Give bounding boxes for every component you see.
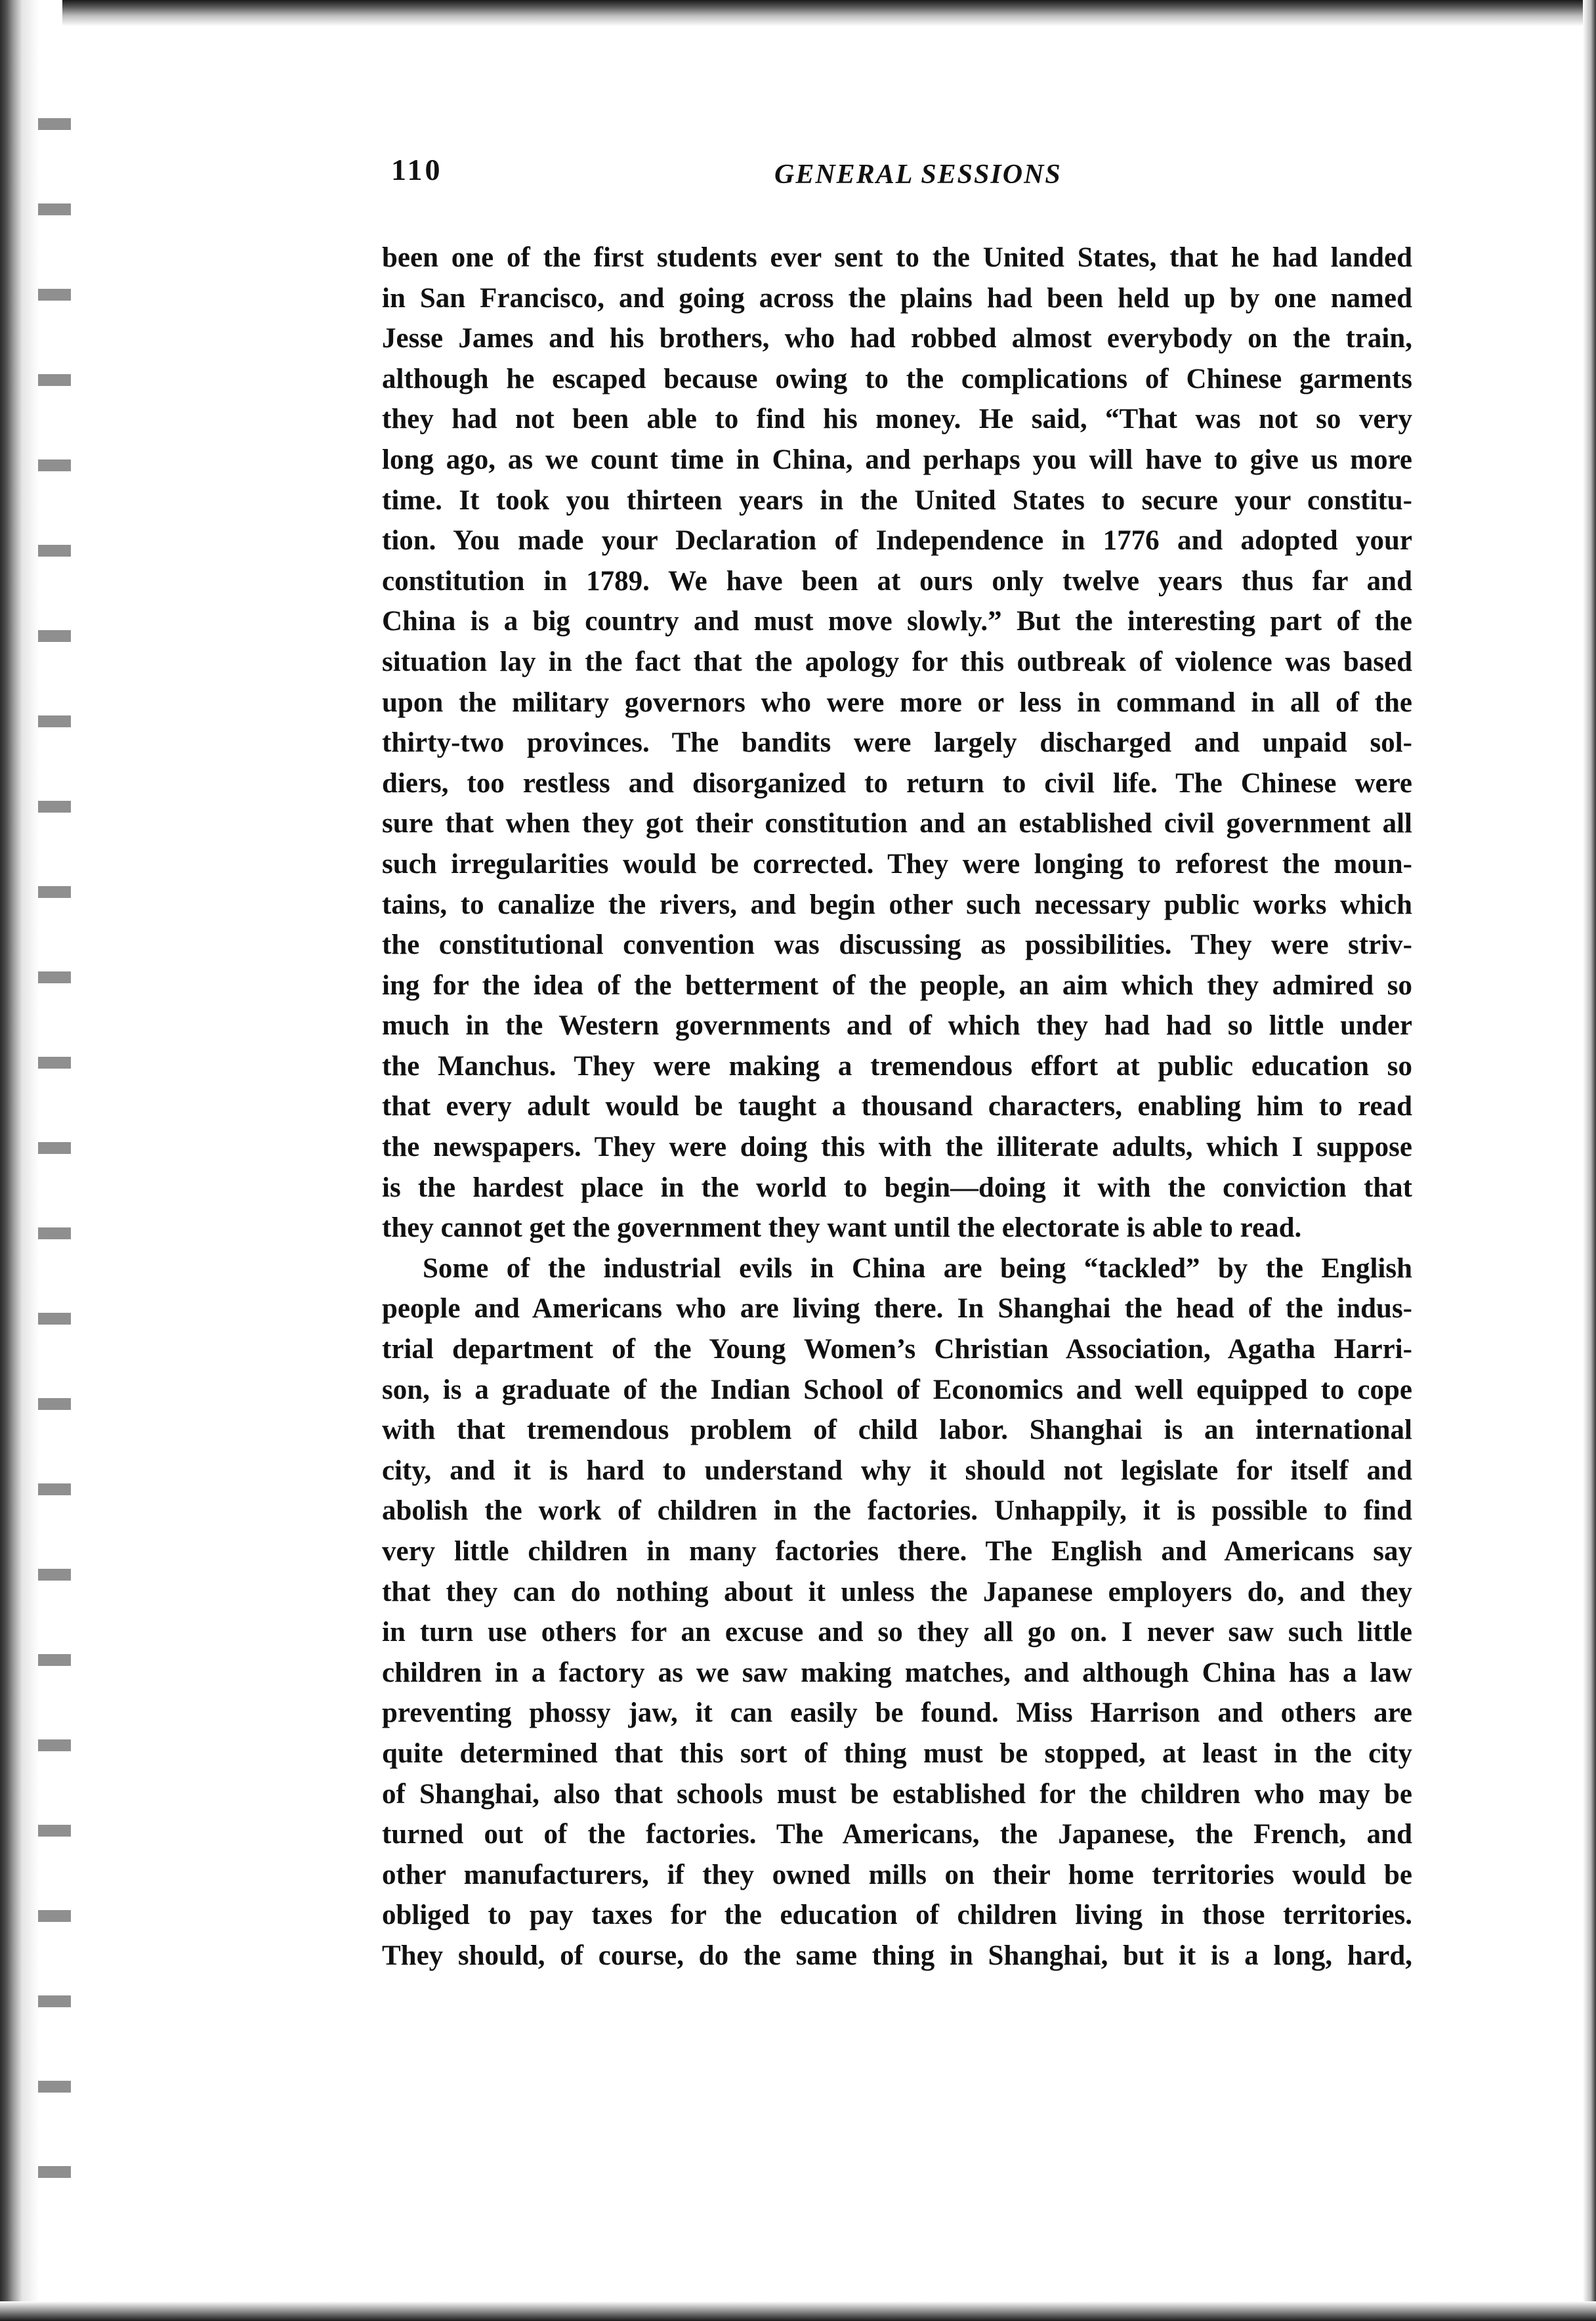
text-line: Some of the industrial evils in China are being “tackled” by the English [423, 1252, 1412, 1284]
text-line: abolish the work of children in the factories. Unhappily, it is possible to find [382, 1495, 1412, 1527]
text-line: of Shanghai, also that schools must be established for the children who may be [382, 1778, 1412, 1810]
text-line: is the hardest place in the world to begin—doing it with the conviction that [382, 1172, 1412, 1203]
text-line: city, and it is hard to understand why it should not legislate for itself and [382, 1455, 1412, 1486]
text-line: tains, to canalize the rivers, and begin other such necessary public works which [382, 889, 1412, 920]
body-text [382, 238, 1412, 1976]
text-line: China is a big country and must move slowly.” But the interesting part of the [382, 606, 1412, 637]
text-line: the newspapers. They were doing this with the illiterate adults, which I suppose [382, 1132, 1412, 1163]
text-line: sure that when they got their constitution and an established civil government all [382, 808, 1412, 840]
text-line: ing for the idea of the betterment of the people, an aim which they admired so [382, 969, 1412, 1001]
text-line: son, is a graduate of the Indian School of Economics and well equipped to cope [382, 1374, 1412, 1405]
page-number: 110 [391, 153, 443, 186]
text-line: in turn use others for an excuse and so they all go on. I never saw such little [382, 1617, 1412, 1648]
binding-gutter-marks [38, 79, 71, 2245]
text-line: they had not been able to find his money. He said, “That was not so very [382, 404, 1412, 435]
text-line: preventing phossy jaw, it can easily be found. Miss Harrison and others are [382, 1697, 1412, 1729]
text-line: tion. You made your Declaration of Independence in 1776 and adopted your [382, 525, 1412, 557]
text-line: thirty-two provinces. The bandits were largely discharged and unpaid sol- [382, 727, 1412, 759]
text-line: trial department of the Young Women’s Christian Association, Agatha Harri- [382, 1334, 1412, 1365]
scan-edge-right [1583, 0, 1596, 2321]
text-line: much in the Western governments and of which they had had so little under [382, 1010, 1412, 1042]
text-line: long ago, as we count time in China, and perhaps you will have to give us more [382, 444, 1412, 475]
text-line: in San Francisco, and going across the plains had been held up by one named [382, 282, 1412, 314]
text-line: constitution in 1789. We have been at ours only twelve years thus far and [382, 565, 1412, 597]
text-line: that they can do nothing about it unless the Japanese employers do, and they [382, 1576, 1412, 1608]
text-line: such irregularities would be corrected. They were longing to reforest the moun- [382, 848, 1412, 880]
text-line: people and Americans who are living there. In Shanghai the head of the indus- [382, 1293, 1412, 1325]
text-line: diers, too restless and disorganized to return to civil life. The Chinese were [382, 767, 1412, 799]
text-line: the Manchus. They were making a tremendous effort at public education so [382, 1050, 1412, 1082]
scan-edge-top [0, 0, 1596, 26]
text-line: although he escaped because owing to the complications of Chinese garments [382, 363, 1412, 394]
text-line: Jesse James and his brothers, who had robbed almost everybody on the train, [382, 323, 1412, 354]
text-line: other manufacturers, if they owned mills on their home territories would be [382, 1859, 1412, 1890]
text-line: quite determined that this sort of thing must be stopped, at least in the city [382, 1737, 1412, 1769]
running-head: GENERAL SESSIONS [774, 160, 1062, 190]
text-line: with that tremendous problem of child labor. Shanghai is an international [382, 1415, 1412, 1446]
text-line: children in a factory as we saw making matches, and although China has a law [382, 1657, 1412, 1688]
text-line: situation lay in the fact that the apology for this outbreak of violence was based [382, 646, 1412, 677]
text-line: been one of the first students ever sent to the United States, that he had landed [382, 242, 1412, 273]
text-line: turned out of the factories. The Americans, the Japanese, the French, and [382, 1819, 1412, 1850]
text-line: They should, of course, do the same thing in Shanghai, but it is a long, hard, [382, 1940, 1412, 1971]
text-line: obliged to pay taxes for the education of children living in those territories. [382, 1900, 1412, 1931]
page-header [391, 152, 1457, 211]
scan-edge-bottom [0, 2301, 1596, 2321]
text-line: the constitutional convention was discussing as possibilities. They were striv- [382, 929, 1412, 961]
text-line: that every adult would be taught a thousand characters, enabling him to read [382, 1091, 1412, 1122]
text-line: upon the military governors who were more or less in command in all of the [382, 687, 1412, 718]
text-line: time. It took you thirteen years in the United States to secure your constitu- [382, 484, 1412, 516]
text-line: very little children in many factories there. The English and Americans say [382, 1536, 1412, 1567]
text-line: they cannot get the government they want until the electorate is able to read. [382, 1212, 1302, 1244]
